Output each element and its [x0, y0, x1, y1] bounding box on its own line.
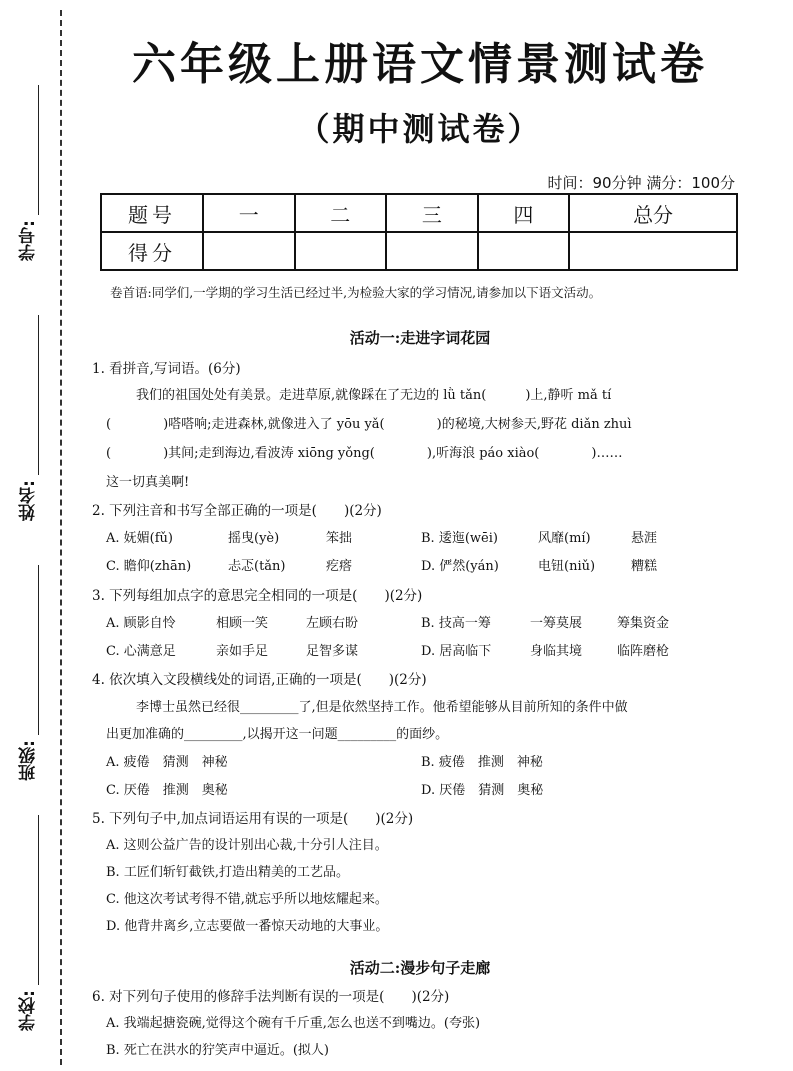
- q2-option-b-1: B. 逶迤(wēi): [421, 531, 498, 546]
- score-table-score-row: [101, 232, 737, 270]
- question-5-stem: 5. 下列句子中,加点词语运用有误的一项是( )(2分): [92, 811, 414, 827]
- question-1-line-4: 这一切真美啊!: [106, 475, 190, 490]
- q3-option-a-2: 相顾一笑: [216, 616, 269, 631]
- q2-option-c-3: 疙瘩: [326, 559, 353, 574]
- q2-option-b-3: 悬涯: [631, 531, 658, 546]
- score-input-cell[interactable]: [203, 232, 295, 270]
- q6-option-a: A. 我端起搪瓷碗,觉得这个碗有千斤重,怎么也送不到嘴边。(夸张): [106, 1016, 481, 1031]
- q3-option-a-1: A. 顾影自怜: [106, 616, 176, 631]
- score-header-cell: 三: [386, 194, 478, 232]
- q2-option-c-1: C. 瞻仰(zhān): [106, 559, 192, 574]
- question-4-stem: 4. 依次填入文段横线处的词语,正确的一项是( )(2分): [92, 672, 427, 688]
- name-label: 姓名:: [19, 480, 39, 521]
- question-4-line-2: 出更加准确的_________,以揭开这一问题_________的面纱。: [106, 727, 449, 742]
- name-line: [38, 315, 39, 475]
- q6-option-b: B. 死亡在洪水的狞笑声中逼近。(拟人): [106, 1043, 329, 1058]
- q3-option-a-3: 左顾右盼: [306, 616, 359, 631]
- time-and-score-info: 时间：90分钟 满分：100分: [547, 174, 735, 192]
- q2-option-d-1: D. 俨然(yán): [421, 559, 499, 574]
- page-title: 六年级上册语文情景测试卷: [132, 39, 708, 90]
- question-2-stem: 2. 下列注音和书写全部正确的一项是( )(2分): [92, 503, 382, 519]
- student-no-line: [38, 85, 39, 215]
- q3-option-c-1: C. 心满意足: [106, 644, 176, 659]
- q2-option-c-2: 忐忑(tǎn): [228, 559, 286, 574]
- score-header-cell: 二: [295, 194, 387, 232]
- q5-option-c: C. 他这次考试考得不错,就忘乎所以地炫耀起来。: [106, 892, 388, 907]
- class-label: 班级:: [19, 740, 39, 781]
- score-header-cell: 四: [478, 194, 570, 232]
- question-6-stem: 6. 对下列句子使用的修辞手法判断有误的一项是( )(2分): [92, 989, 450, 1005]
- activity1-title: 活动一:走进字词花园: [349, 329, 491, 347]
- question-1-stem: 1. 看拼音,写词语。(6分): [92, 361, 241, 377]
- q2-option-d-3: 糟糕: [631, 559, 658, 574]
- q3-option-d-2: 身临其境: [530, 644, 583, 659]
- score-header-cell: 一: [203, 194, 295, 232]
- q5-option-a: A. 这则公益广告的设计别出心裁,十分引人注目。: [106, 838, 388, 853]
- class-line: [38, 565, 39, 735]
- q4-option-d: D. 厌倦 猜测 奥秘: [421, 783, 544, 798]
- score-input-cell[interactable]: [478, 232, 570, 270]
- activity2-title: 活动二:漫步句子走廊: [349, 959, 491, 977]
- score-table: [100, 193, 738, 271]
- q3-option-d-1: D. 居高临下: [421, 644, 492, 659]
- q2-option-b-2: 风靡(mí): [538, 531, 591, 546]
- score-header-cell: 题号: [101, 194, 203, 232]
- question-1-line-2: ( )嗒嗒响;走进森林,就像进入了 yōu yǎ( )的秘境,大树参天,野花 diǎn zhuì: [106, 417, 632, 432]
- score-row-label: 得分: [101, 232, 203, 270]
- intro-text: 卷首语:同学们,一学期的学习生活已经过半,为检验大家的学习情况,请参加以下语文活动。: [110, 285, 602, 300]
- q5-option-d: D. 他背井离乡,立志要做一番惊天动地的大事业。: [106, 919, 389, 934]
- q3-option-c-2: 亲如手足: [216, 644, 269, 659]
- q2-option-a-2: 摇曳(yè): [228, 531, 280, 546]
- question-1-line-3: ( )其间;走到海边,看波涛 xiōng yǒng( ),听海浪 páo xiào( )……: [106, 446, 623, 461]
- q3-option-d-3: 临阵磨枪: [617, 644, 670, 659]
- question-4-line-1: 李博士虽然已经很_________了,但是依然坚持工作。他希望能够从目前所知的条件中做: [136, 700, 628, 715]
- school-line: [38, 815, 39, 985]
- q2-option-a-1: A. 妩媚(fǔ): [106, 531, 173, 546]
- q3-option-b-1: B. 技高一筹: [421, 616, 491, 631]
- question-1-line-1: 我们的祖国处处有美景。走进草原,就像踩在了无边的 lǜ tǎn( )上,静听 mǎ tí: [136, 388, 612, 403]
- q4-option-b: B. 疲倦 推测 神秘: [421, 755, 543, 770]
- score-input-cell[interactable]: [569, 232, 737, 270]
- page-subtitle: （期中测试卷）: [297, 110, 543, 148]
- score-header-cell: 总分: [569, 194, 737, 232]
- student-no-label: 学号:: [19, 220, 39, 261]
- q4-option-a: A. 疲倦 猜测 神秘: [106, 755, 228, 770]
- binding-dashed-line: [60, 10, 62, 1065]
- q2-option-a-3: 笨拙: [326, 531, 353, 546]
- q3-option-c-3: 足智多谋: [306, 644, 359, 659]
- school-label: 学校:: [19, 990, 39, 1031]
- score-input-cell[interactable]: [386, 232, 478, 270]
- question-3-stem: 3. 下列每组加点字的意思完全相同的一项是( )(2分): [92, 588, 423, 604]
- q3-option-b-3: 筹集资金: [617, 616, 670, 631]
- score-table-header-row: [101, 194, 737, 232]
- q2-option-d-2: 电钮(niǔ): [538, 559, 596, 574]
- q3-option-b-2: 一筹莫展: [530, 616, 583, 631]
- q4-option-c: C. 厌倦 推测 奥秘: [106, 783, 228, 798]
- q5-option-b: B. 工匠们斩钉截铁,打造出精美的工艺品。: [106, 865, 349, 880]
- score-input-cell[interactable]: [295, 232, 387, 270]
